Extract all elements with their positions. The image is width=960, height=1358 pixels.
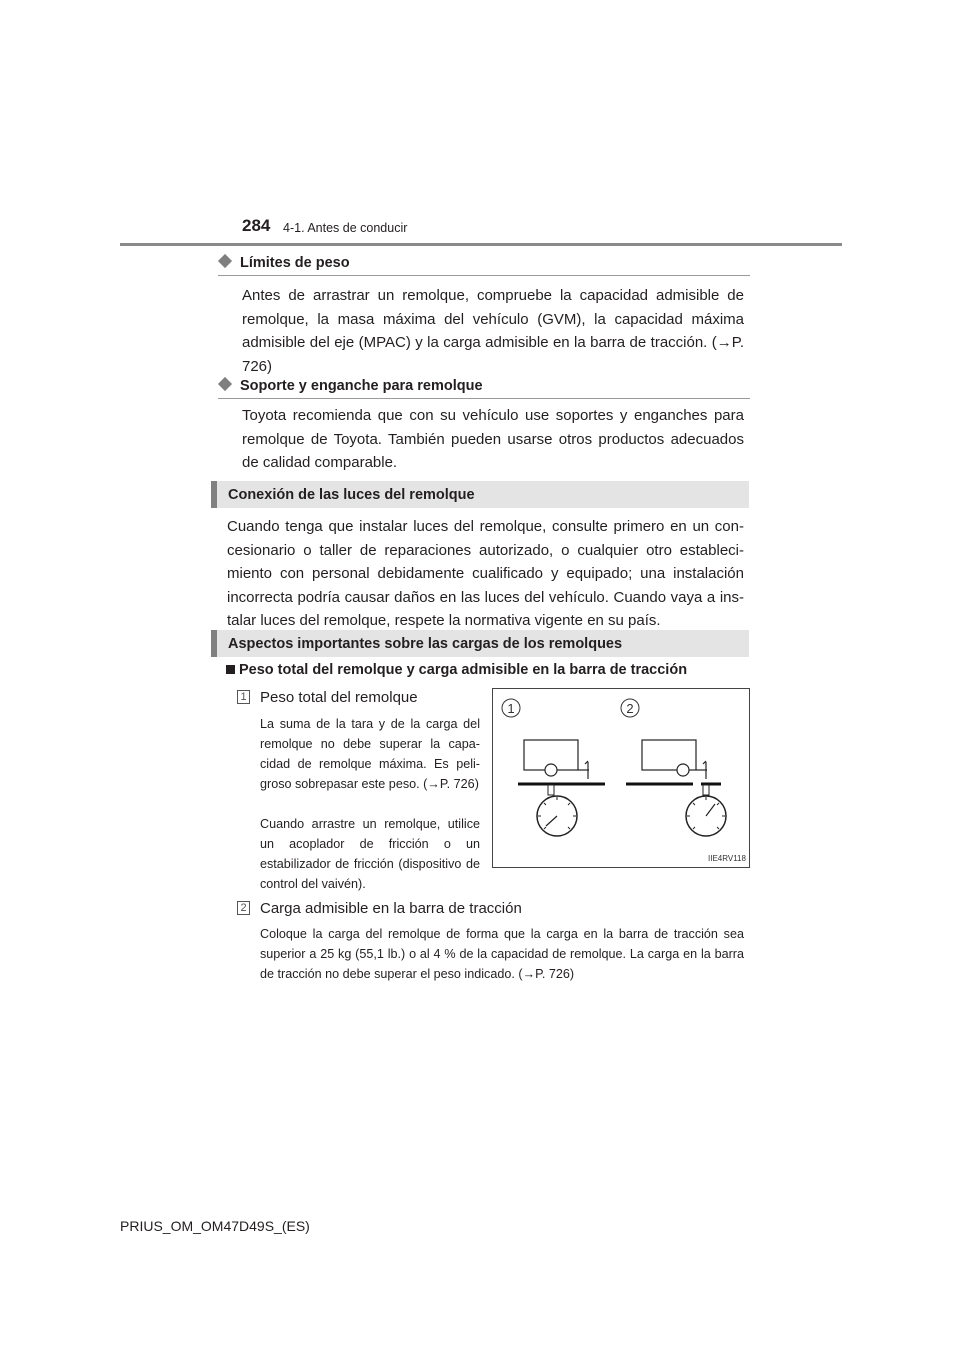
loads-heading: Aspectos importantes sobre las cargas de los remolques: [211, 630, 749, 657]
trailer-2-icon: [626, 740, 721, 795]
figure-code: IIE4RV118: [708, 854, 746, 863]
trailer-load-figure: [492, 688, 750, 868]
item-2-text-1: Coloque la carga del remolque de forma que la carga en la barra de tracción sea superior a 25 kg (55,1 lb.) o al 4 % de la capacidad de remolque. La carga en la barra de tracción no debe superar el peso indicado. (→P. 726): [260, 927, 744, 981]
item-1-text-1: La suma de la tara y de la carga del remolque no debe superar la capacidad de remolque máxima. Es peligroso sobrepasar este peso. (→P. 726): [260, 717, 480, 791]
scale-gauge-2-icon: [686, 796, 726, 836]
item-2-title: Carga admisible en la barra de tracción: [260, 900, 522, 917]
diamond-bullet-icon: [218, 254, 232, 268]
trailer-diagram: [493, 689, 749, 867]
item-number-2: 2: [237, 901, 250, 915]
item-1-title: Peso total del remolque: [260, 689, 418, 706]
lights-body: Cuando tenga que instalar luces del remolque, consulte primero en un concesionario o taller de reparaciones autorizado, o cualquier otro establecimiento con personal debidamente cualificado y equipado; una instalación incorrecta podría causar daños en las luces del vehículo. Cuando vaya a instalar luces del remolque, respete la normativa vigente en su país.: [227, 518, 744, 629]
lights-heading: Conexión de las luces del remolque: [211, 481, 749, 508]
figure-label-1: 1: [507, 701, 515, 716]
hitch-title: Soporte y enganche para remolque: [240, 378, 483, 394]
hitch-body: Toyota recomienda que con su vehículo use soportes y enganches para remolque de Toyota. También pueden usarse otros productos adecuados de calidad comparable.: [242, 407, 744, 471]
figure-label-2: 2: [626, 701, 634, 716]
header-divider: [120, 243, 842, 246]
diamond-bullet-icon: [218, 377, 232, 391]
document-id: PRIUS_OM_OM47D49S_(ES): [120, 1218, 310, 1234]
heading-underline: [218, 398, 750, 399]
hitch-heading: [218, 378, 483, 394]
loads-subheading: [226, 662, 687, 678]
weight-limits-heading: [218, 255, 350, 271]
section-label: 4-1. Antes de conducir: [283, 221, 408, 235]
page-number: 284: [242, 216, 271, 235]
weight-limits-title: Límites de peso: [240, 255, 350, 271]
heading-underline: [218, 275, 750, 276]
item-1-text-2: Cuando arrastre un remolque, utilice un acoplador de fricción o un estabilizador de fricción (dispositivo de control del vaivén).: [260, 817, 480, 891]
loads-subtitle: Peso total del remolque y carga admisible en la barra de tracción: [239, 662, 688, 678]
scale-gauge-1-icon: [537, 796, 577, 836]
weight-limits-body: Antes de arrastrar un remolque, compruebe la capacidad admisible de remolque, la masa máxima del vehículo (GVM), la capacidad máxima admisible del eje (MPAC) y la carga admisible en la barra de tracción. (→P. 726): [242, 287, 744, 375]
trailer-1-icon: [518, 740, 605, 795]
square-bullet-icon: [226, 665, 235, 674]
item-number-1: 1: [237, 690, 250, 704]
